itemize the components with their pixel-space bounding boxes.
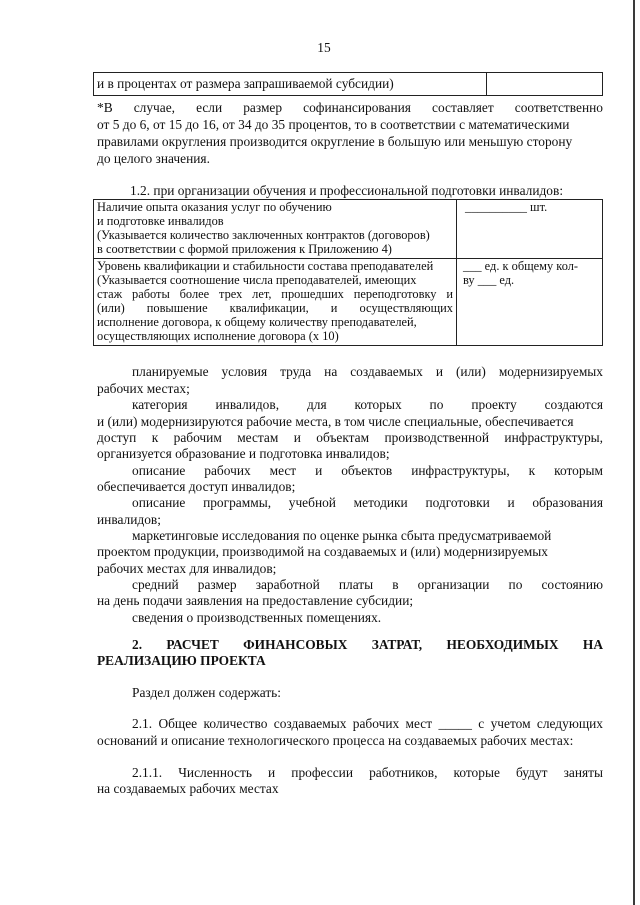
page-number: 15: [317, 40, 331, 55]
top-table-cell-left: [94, 73, 487, 96]
section-1-2-title: 1.2. при организации обучения и профессиональной подготовки инвалидов:: [130, 183, 564, 198]
cell-line: ___ ед. к общему кол-: [463, 259, 579, 273]
list-item: сведения о производственных помещениях.: [132, 610, 382, 625]
list-item: обеспечивается доступ инвалидов;: [97, 479, 296, 494]
cell-line: и подготовке инвалидов: [97, 214, 224, 228]
scan-edge-line: [633, 0, 635, 905]
top-table-text: и в процентах от размера запрашиваемой субсидии): [97, 76, 394, 91]
list-item: на день подачи заявления на предоставление субсидии;: [97, 593, 414, 608]
list-item: описание программы, учебной методики подготовки и образования: [132, 495, 603, 510]
paragraph-2-1: оснований и описание технологического процесса на создаваемых рабочих местах:: [97, 733, 574, 748]
cell-line: осуществляющих исполнение договора (х 10): [97, 329, 339, 343]
paragraph-2-1-1: 2.1.1. Численность и профессии работников, которые будут заняты: [132, 765, 603, 780]
list-item: описание рабочих мест и объектов инфраструктуры, к которым: [132, 463, 603, 478]
criteria-table: [93, 199, 603, 346]
criteria-cell-left: [94, 200, 457, 259]
table-row: [94, 73, 603, 96]
cell-line: Уровень квалификации и стабильности состава преподавателей: [97, 259, 434, 273]
footnote-line: до целого значения.: [97, 151, 210, 166]
cell-line: исполнение договора, к общему количеству преподавателей,: [97, 315, 417, 329]
list-item: маркетинговые исследования по оценке рынка сбыта предусматриваемой: [132, 528, 552, 543]
cell-line: __________ шт.: [465, 200, 548, 214]
criteria-cell-right: [457, 200, 603, 259]
cell-line: (Указывается количество заключенных контрактов (договоров): [97, 228, 430, 242]
section-2-intro: Раздел должен содержать:: [132, 685, 282, 700]
paragraph-2-1: 2.1. Общее количество создаваемых рабочих мест _____ с учетом следующих: [132, 716, 603, 731]
section-2-heading-continued: РЕАЛИЗАЦИЮ ПРОЕКТА: [97, 653, 266, 668]
cell-line: ву ___ ед.: [463, 273, 515, 287]
cell-line: (или) повышение квалификации, и осуществляющих: [97, 301, 453, 315]
list-item: и (или) модернизируются рабочие места, в том числе специальные, обеспечивается: [97, 414, 574, 429]
footnote-line: правилами округления производится округление в большую или меньшую сторону: [97, 134, 573, 149]
table-row: [94, 200, 603, 259]
list-item: организуется образование и подготовка инвалидов;: [97, 446, 390, 461]
paragraph-2-1-1: на создаваемых рабочих местах: [97, 781, 279, 796]
list-item: рабочих местах;: [97, 381, 190, 396]
cell-line: в соответствии с формой приложения к Приложению 4): [97, 242, 392, 256]
top-table-cell-right: [487, 73, 603, 96]
cell-line: (Указывается соотношение числа преподавателей, имеющих: [97, 273, 417, 287]
list-item: категория инвалидов, для которых по проекту создаются: [132, 397, 603, 412]
top-table: [93, 72, 603, 96]
list-item: проектом продукции, производимой на создаваемых и (или) модернизируемых: [97, 544, 548, 559]
criteria-cell-left: [94, 259, 457, 346]
table-row: [94, 259, 603, 346]
list-item: средний размер заработной платы в организации по состоянию: [132, 577, 603, 592]
footnote-line: от 5 до 6, от 15 до 16, от 34 до 35 процентов, то в соответствии с математическими: [97, 117, 570, 132]
list-item: инвалидов;: [97, 512, 161, 527]
cell-line: стаж работы более трех лет, прошедших переподготовку и: [97, 287, 453, 301]
list-item: рабочих местах для инвалидов;: [97, 561, 277, 576]
footnote-line: *В случае, если размер софинансирования составляет соответственно: [97, 100, 603, 115]
cell-line: Наличие опыта оказания услуг по обучению: [97, 200, 332, 214]
section-2-heading: 2. РАСЧЕТ ФИНАНСОВЫХ ЗАТРАТ, НЕОБХОДИМЫХ НА: [132, 637, 603, 652]
list-item: доступ к рабочим местам и объектам производственной инфраструктуры,: [97, 430, 603, 445]
list-item: планируемые условия труда на создаваемых и (или) модернизируемых: [132, 364, 603, 379]
criteria-cell-right: [457, 259, 603, 346]
